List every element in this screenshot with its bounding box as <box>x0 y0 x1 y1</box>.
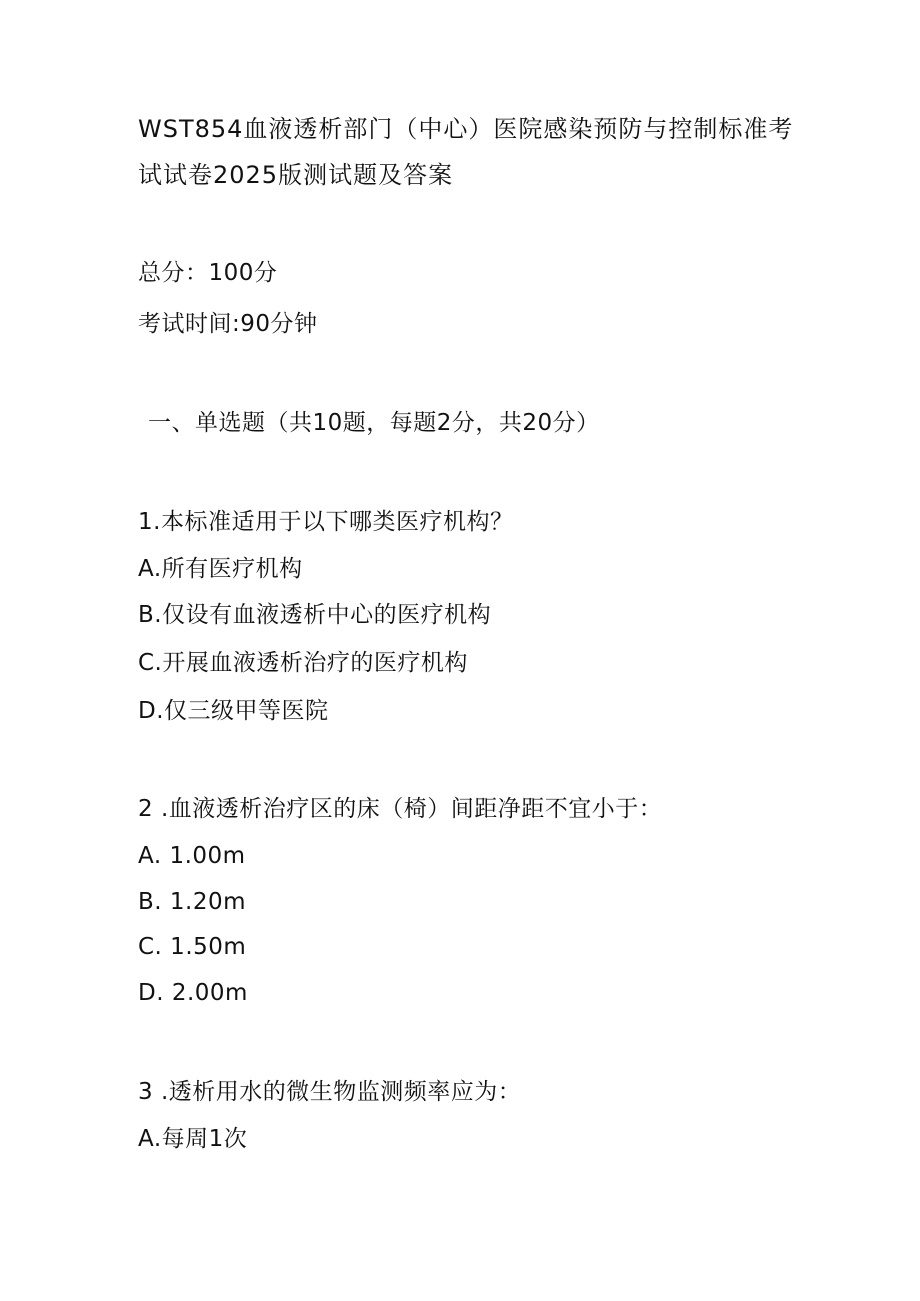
question-stem: 2 .血液透析治疗区的床（椅）间距净距不宜小于： <box>138 796 663 822</box>
document-title-line-2: 试试卷2025版测试题及答案 <box>138 161 454 189</box>
exam-time: 考试时间:90分钟 <box>138 311 318 337</box>
question-option: D. 2.00m <box>138 980 248 1006</box>
question-option: D.仅三级甲等医院 <box>138 698 329 724</box>
question-stem: 3 .透析用水的微生物监测频率应为： <box>138 1079 522 1105</box>
question-option: A. 1.00m <box>138 843 246 869</box>
question-option: B.仅设有血液透析中心的医疗机构 <box>138 602 492 628</box>
question-option: C. 1.50m <box>138 934 247 960</box>
question-stem: 1.本标准适用于以下哪类医疗机构？ <box>138 509 514 535</box>
question-option: C.开展血液透析治疗的医疗机构 <box>138 650 468 676</box>
question-option: B. 1.20m <box>138 889 247 915</box>
total-score: 总分：100分 <box>138 260 278 286</box>
question-option: A.每周1次 <box>138 1126 248 1152</box>
section-title: 一、单选题（共10题，每题2分，共20分） <box>148 410 600 436</box>
question-option: A.所有医疗机构 <box>138 556 303 582</box>
document-title-line-1: WST854血液透析部门（中心）医院感染预防与控制标准考 <box>138 115 794 143</box>
